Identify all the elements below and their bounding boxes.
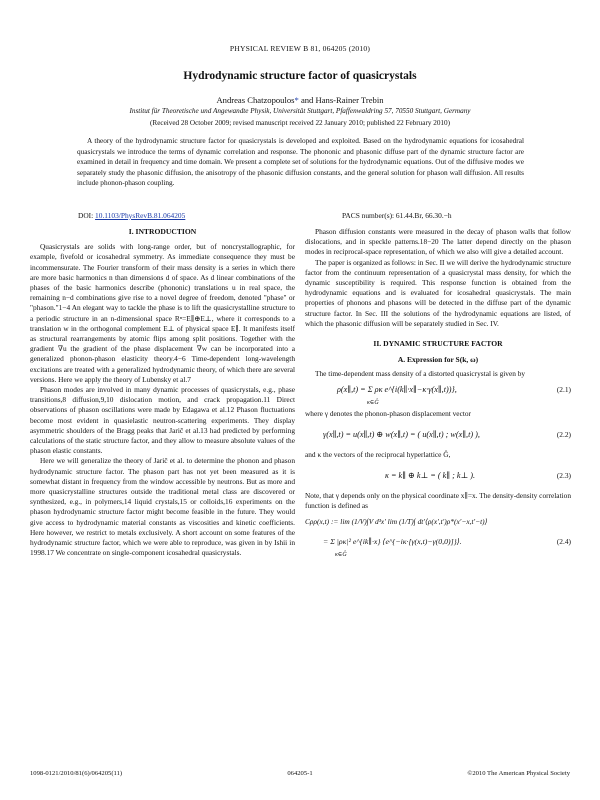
left-column [30, 227, 295, 559]
equation-2-3-number: (2.3) [556, 471, 571, 481]
equation-2-2-number: (2.2) [556, 429, 571, 439]
affiliation: Institut für Theoretische und Angewandte Physik, Universität Stuttgart, Pfaffenwaldring 57, 70550 Stuttgart, Germany [129, 107, 471, 115]
doi-line [78, 211, 185, 220]
equation-2-2 [305, 422, 571, 450]
equation-2-4-sum-index: κ∈Ĝ [335, 552, 347, 559]
footer-code: 1098-0121/2010/81(6)/064205(11) [30, 770, 123, 777]
equation-2-1-body: ρ(x∥,t) = Σ ρκ e^{i(k∥·x∥−κ·γ(x∥,t))}, [337, 384, 457, 394]
intro-paragraph-3: Here we will generalize the theory of Jarič et al. to determine the phonon and phason hydrodynamic structure factor. The phason part has not yet been measured as it is somewhat distant in frequency from the window accessible by neutrons. But as more and more quasicrystalline structures outside the traditional metal class are discovered or synthesized, e.g., in polymers,14 liquid crystals,15 or colloids,16 experiments on the phason hydrodynamic structure factor might become feasible in the future. They would give access to hydrodynamic material constants as viscosities and kinetic coefficients. Here however, we restrict to metals exclusively. A short account on some features of the hydrodynamic structure factor, which we were able to reproduce, was given in by Ishii in 1998.17 We concentrate on single-component icosahedral quasicrystals. [30, 456, 295, 558]
paper-title: Hydrodynamic structure factor of quasicrystals [183, 70, 417, 82]
author-1: Andreas Chatzopoulos [216, 95, 295, 105]
equation-2-1-sum-index: κ∈Ĝ [367, 399, 379, 406]
intro-paragraph-1: Quasicrystals are solids with long-range order, but of noncrystallographic, for example, fivefold or icosahedral symmetry. As immediate consequence they must be incommensurate. The Fourier transform of their mass density is a series in which there are more basic harmonics n than dimensions d of space. As d linear combinations of the phases of the basic harmonics describe (phononic) translations u in real space, the remaining n−d combinations give rise to a novel degree of freedom, denoted "phase" or "phason."1−4 An elegant way to tackle the phase is to lift the quasicrystalline structure to a periodic structure in an n-dimensional space Rⁿ=E∥⊕E⊥, where it corresponds to a translation w in the orthogonal complement E⊥ of physical space E∥. It manifests itself as structural rearrangements by atomic flips among split positions. Together with the gradient ∇u the gradient of the phase displacement ∇w can be incorporated into a generalized phonon-phason elasticity theory.4−6 Time-dependent long-wavelength excitations are treated with a generalized hydrodynamic theory, of which there are several versions. Here we apply the theory of Lubensky et al.7 [30, 242, 295, 384]
equation-2-1 [305, 383, 571, 409]
footer-page-number: 064205-1 [287, 770, 313, 777]
intro-paragraph-2: Phason modes are involved in many dynamic processes of quasicrystals, e.g., phase transitions,8 diffusion,9,10 dislocation motion, and crack propagation.11 Direct observations of phason oscillations were made by Edagawa et al.12 Phason fluctuations become most evident in quasielastic neutron-scattering experiments. They display asymmetric shoulders of the Bragg peaks that Jarič et al.13 had predicted by performing calculations of the static structure factor, and they allow to measure absolute values of the phason elastic constants. [30, 385, 295, 456]
author-2: and Hans-Rainer Trebin [298, 95, 384, 105]
equation-2-1-number: (2.1) [556, 384, 571, 394]
doi-link[interactable]: 10.1103/PhysRevB.81.064205 [95, 211, 186, 220]
right-paragraph-4: where γ denotes the phonon-phason displacement vector [305, 408, 471, 418]
abstract: A theory of the hydrodynamic structure factor for quasicrystals is developed and exploited. Based on the hydrodynamic equations for icosahedral quasicrystals we introduce the terms of dynamic correlation and response. The phononic and phasonic diffuse part of the dynamic structure factor are examined in detail in frequency and time domain. We present a complete set of solutions for the hydrodynamic equations. Out of the diffusive modes we separately study the phasonic diffusion, the anisotropy of the phasonic diffusion constants, and the general solution for phason wall diffusion. All results include phonon-phason coupling. [77, 136, 524, 188]
equation-2-2-body: γ(x∥,t) = u(x∥,t) ⊕ w(x∥,t) = ( u(x∥,t) ; w(x∥,t) ), [323, 429, 480, 439]
pacs-numbers: PACS number(s): 61.44.Br, 66.30.−h [342, 211, 452, 220]
equation-2-4-line-2: = Σ |ρκ|² e^{ik∥·x} ⟨e^{−iκ·[γ(x,t)−γ(0,0)]}⟩. [323, 537, 462, 547]
section-dynamic-structure-factor-heading: II. DYNAMIC STRUCTURE FACTOR [373, 339, 503, 349]
right-column [305, 227, 571, 561]
right-paragraph-2: The paper is organized as follows: in Sec. II we will derive the hydrodynamic structure factor from the continuum representation of a quasicrystal mass density, for which the dynamic susceptibility is required. This response function is obtained from the hydrodynamic equations and is evaluated for icosahedral quasicrystals. The main properties of phonons and phasons will be detected in the diffuse part of the dynamic structure factor. In Sec. III the solutions of the hydrodynamic equations are listed, of which the phasonic diffusion will be separately studied in Sec. IV. [305, 257, 571, 328]
equation-2-4-line-1: Cρρ(x,t) := lim (1/V)∫V d³x′ lim (1/T)∫ dt′⟨ρ(x′,t′)ρ*(x′−x,t′−t)⟩ [305, 517, 488, 527]
right-paragraph-1: Phason diffusion constants were measured in the decay of phason walls that follow dislocations, and in speckle patterns.18−20 The latter depend directly on the phason modes in reciprocal-space representation, of which we also will give a detailed account. [305, 227, 571, 257]
equation-2-4 [305, 515, 571, 561]
running-header: PHYSICAL REVIEW B 81, 064205 (2010) [229, 44, 371, 53]
right-paragraph-3: The time-dependent mass density of a distorted quasicrystal is given by [315, 369, 526, 379]
equation-2-3 [305, 463, 571, 491]
author-1-footnote-link[interactable]: * [294, 95, 299, 105]
footer-copyright: ©2010 The American Physical Society [467, 770, 570, 777]
section-introduction-heading: I. INTRODUCTION [128, 227, 197, 236]
author-line [0, 95, 600, 105]
right-paragraph-6: Note, that γ depends only on the physical coordinate x∥=x. The density-density correlation function is defined as [305, 491, 571, 511]
equation-2-4-number: (2.4) [556, 537, 571, 547]
subsection-expression-heading: A. Expression for S(k, ω) [397, 355, 479, 365]
equation-2-3-body: κ = k∥ ⊕ k⊥ = ( k∥ ; k⊥ ). [385, 471, 476, 481]
doi-label: DOI: [78, 211, 96, 220]
received-dates: (Received 28 October 2009; revised manuscript received 22 January 2010; published 22 February 2010) [150, 119, 450, 127]
right-paragraph-5: and κ the vectors of the reciprocal hyperlattice Ĝ, [305, 449, 451, 459]
